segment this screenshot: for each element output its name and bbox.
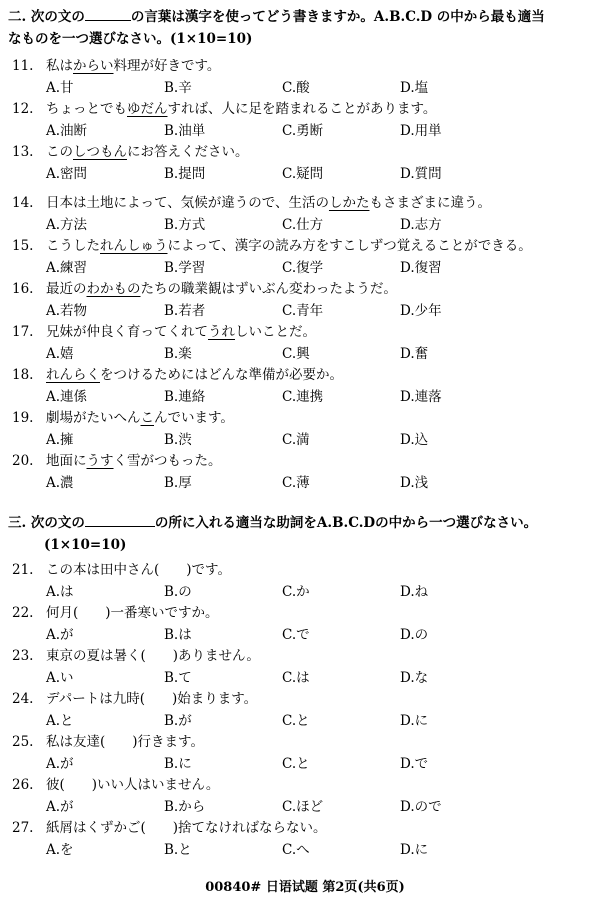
question-stem	[12, 603, 219, 623]
underlined-word: うす	[86, 453, 114, 469]
answer-blank	[85, 6, 131, 21]
question-item	[12, 279, 592, 321]
answer-options	[46, 301, 586, 321]
stem-text: 彼( )いい人はいません。	[46, 777, 220, 793]
stem-text-after: をつけるためにはどんな準備が必要か。	[100, 367, 343, 383]
question-number: 24.	[12, 691, 34, 707]
option-d: D.復習	[400, 260, 442, 276]
answer-options	[46, 473, 586, 493]
answer-options	[46, 344, 586, 364]
question-item	[12, 689, 592, 731]
question-item	[12, 99, 592, 141]
option-d: D.連落	[400, 389, 442, 405]
question-item	[12, 56, 592, 98]
option-a: A.い	[46, 670, 74, 686]
stem-text-before: この	[46, 144, 73, 160]
option-b: B.厚	[164, 475, 192, 491]
question-stem	[12, 451, 222, 471]
option-c: C.酸	[282, 80, 310, 96]
option-a: A.は	[46, 584, 74, 600]
answer-options	[46, 840, 586, 860]
stem-text-before: 劇場がたいへん	[46, 410, 141, 426]
stem-text-before: 最近の	[46, 281, 87, 297]
question-stem	[12, 646, 260, 666]
option-b: B.が	[164, 713, 192, 729]
stem-text-after: たちの職業観はずいぶん変わったようだ。	[140, 281, 397, 297]
option-b: B.は	[164, 627, 192, 643]
option-a: A.方法	[46, 217, 88, 233]
question-stem	[12, 236, 532, 256]
stem-text: 私は友達( )行きます。	[46, 734, 204, 750]
question-stem	[12, 408, 234, 428]
stem-text-after: にお答えください。	[127, 144, 249, 160]
stem-text-after: んでいます。	[154, 410, 234, 426]
option-b: B.て	[164, 670, 192, 686]
stem-text-before: 地面に	[46, 453, 87, 469]
stem-text-before: 私は	[46, 58, 73, 74]
option-d: D.な	[400, 670, 429, 686]
option-d: D.奮	[400, 346, 429, 362]
question-stem	[12, 193, 491, 213]
question-number: 12.	[12, 101, 34, 117]
stem-text-before: 兄妹が仲良く育ってくれて	[46, 324, 208, 340]
underlined-word: しつもん	[73, 144, 127, 160]
option-a: A.油断	[46, 123, 88, 139]
option-d: D.ね	[400, 584, 429, 600]
option-d: D.浅	[400, 475, 429, 491]
section-2-heading-text: の言葉は漢字を使ってどう書きますか。A.B.C.D の中から最も適当	[130, 9, 545, 25]
option-b: B.の	[164, 584, 192, 600]
answer-blank	[85, 512, 155, 527]
answer-options	[46, 121, 586, 141]
option-c: C.は	[282, 670, 310, 686]
option-b: B.連絡	[164, 389, 206, 405]
option-c: C.青年	[282, 303, 324, 319]
section-3-heading-line2: (1×10=10)	[44, 537, 127, 553]
option-a: A.若物	[46, 303, 88, 319]
question-number: 19.	[12, 410, 34, 426]
option-a: A.が	[46, 799, 74, 815]
answer-options	[46, 78, 586, 98]
question-stem	[12, 365, 343, 385]
stem-text: 東京の夏は暑く( )ありません。	[46, 648, 260, 664]
option-a: A.練習	[46, 260, 88, 276]
answer-options	[46, 430, 586, 450]
option-d: D.ので	[400, 799, 442, 815]
question-item	[12, 408, 592, 450]
question-number: 21.	[12, 562, 34, 578]
question-stem	[12, 56, 220, 76]
option-c: C.連携	[282, 389, 324, 405]
option-d: D.少年	[400, 303, 442, 319]
option-d: D.用単	[400, 123, 442, 139]
page-footer: 00840# 日语试题 第2页(共6页)	[205, 880, 405, 895]
stem-text-after: すれば、人に足を踏まれることがあります。	[167, 101, 437, 117]
option-b: B.辛	[164, 80, 192, 96]
underlined-word: こ	[140, 410, 154, 426]
section-3-heading-text: の所に入れる適当な助詞をA.B.C.Dの中から一つ選びなさい。	[154, 515, 538, 531]
answer-options	[46, 797, 586, 817]
question-item	[12, 818, 592, 860]
stem-text: デパートは九時( )始まります。	[46, 691, 258, 707]
question-stem	[12, 142, 249, 162]
option-b: B.に	[164, 756, 192, 772]
answer-options	[46, 754, 586, 774]
section-2-heading-prefix: 二. 次の文の	[8, 9, 85, 25]
stem-text-after: 料理が好きです。	[113, 58, 221, 74]
question-item	[12, 646, 592, 688]
question-number: 22.	[12, 605, 34, 621]
section-2-heading-line2: なものを一つ選びなさい。(1×10=10)	[8, 31, 253, 47]
option-d: D.塩	[400, 80, 429, 96]
question-item	[12, 732, 592, 774]
question-number: 25.	[12, 734, 34, 750]
option-b: B.提問	[164, 166, 206, 182]
question-number: 20.	[12, 453, 34, 469]
option-d: D.志方	[400, 217, 442, 233]
question-number: 27.	[12, 820, 34, 836]
underlined-word: わかもの	[86, 281, 141, 297]
option-a: A.を	[46, 842, 74, 858]
question-item	[12, 193, 592, 235]
option-c: C.と	[282, 713, 310, 729]
question-number: 16.	[12, 281, 34, 297]
option-a: A.密問	[46, 166, 88, 182]
option-b: B.楽	[164, 346, 192, 362]
option-c: C.復学	[282, 260, 324, 276]
underlined-word: れんしゅう	[100, 238, 168, 254]
question-item	[12, 451, 592, 493]
answer-options	[46, 668, 586, 688]
question-number: 18.	[12, 367, 34, 383]
underlined-word: しかた	[328, 195, 370, 211]
option-c: C.へ	[282, 842, 310, 858]
section-2-heading	[8, 6, 598, 50]
stem-text: 紙屑はくずかご( )捨てなければならない。	[46, 820, 327, 836]
answer-options	[46, 164, 586, 184]
stem-text-before: こうした	[46, 238, 100, 254]
question-number: 23.	[12, 648, 34, 664]
stem-text-after: によって、漢字の読み方をすこしずつ覚えることができる。	[167, 238, 532, 254]
answer-options	[46, 625, 586, 645]
question-item	[12, 142, 592, 184]
option-c: C.勇断	[282, 123, 324, 139]
option-d: D.の	[400, 627, 429, 643]
question-stem	[12, 99, 436, 119]
option-c: C.と	[282, 756, 310, 772]
option-b: B.学習	[164, 260, 206, 276]
underlined-word: からい	[73, 58, 114, 74]
option-b: B.渋	[164, 432, 192, 448]
question-item	[12, 775, 592, 817]
stem-text-after: もさまざまに違う。	[369, 195, 491, 211]
option-a: A.と	[46, 713, 74, 729]
stem-text-before: 日本は土地によって、気候が違うので、生活の	[46, 195, 329, 211]
option-c: C.興	[282, 346, 310, 362]
option-a: A.擁	[46, 432, 74, 448]
answer-options	[46, 215, 586, 235]
option-c: C.疑問	[282, 166, 324, 182]
underlined-word: れんらく	[46, 367, 100, 383]
option-a: A.嬉	[46, 346, 74, 362]
option-c: C.仕方	[282, 217, 324, 233]
option-d: D.質問	[400, 166, 442, 182]
option-a: A.濃	[46, 475, 74, 491]
option-c: C.ほど	[282, 799, 324, 815]
question-stem	[12, 560, 231, 580]
question-stem	[12, 689, 257, 709]
underlined-word: うれ	[208, 324, 235, 340]
option-a: A.連係	[46, 389, 88, 405]
question-stem	[12, 775, 219, 795]
option-a: A.が	[46, 627, 74, 643]
option-c: C.で	[282, 627, 310, 643]
option-d: D.込	[400, 432, 429, 448]
question-stem	[12, 818, 327, 838]
stem-text-after: しいことだ。	[235, 324, 316, 340]
question-item	[12, 603, 592, 645]
option-d: D.に	[400, 713, 429, 729]
option-c: C.薄	[282, 475, 310, 491]
stem-text-after: く雪がつもった。	[113, 453, 222, 469]
question-item	[12, 365, 592, 407]
option-c: C.か	[282, 584, 310, 600]
answer-options	[46, 258, 586, 278]
question-stem	[12, 732, 204, 752]
question-stem	[12, 322, 316, 342]
stem-text: 何月( )一番寒いですか。	[46, 605, 219, 621]
question-number: 14.	[12, 195, 34, 211]
option-a: A.が	[46, 756, 74, 772]
option-d: D.に	[400, 842, 429, 858]
option-b: B.油単	[164, 123, 206, 139]
stem-text-before: ちょっとでも	[46, 101, 127, 117]
option-b: B.若者	[164, 303, 206, 319]
question-number: 15.	[12, 238, 34, 254]
answer-options	[46, 387, 586, 407]
question-number: 17.	[12, 324, 34, 340]
answer-options	[46, 711, 586, 731]
question-number: 13.	[12, 144, 34, 160]
option-b: B.から	[164, 799, 206, 815]
question-item	[12, 236, 592, 278]
section-3-heading-prefix: 三. 次の文の	[8, 515, 85, 531]
question-stem	[12, 279, 397, 299]
question-item	[12, 322, 592, 364]
answer-options	[46, 582, 586, 602]
underlined-word: ゆだん	[127, 101, 168, 117]
question-number: 11.	[12, 58, 34, 74]
option-b: B.と	[164, 842, 192, 858]
option-b: B.方式	[164, 217, 206, 233]
option-d: D.で	[400, 756, 429, 772]
question-item	[12, 560, 592, 602]
question-number: 26.	[12, 777, 34, 793]
section-3-heading	[8, 512, 598, 556]
stem-text: この本は田中さん( )です。	[46, 562, 231, 578]
option-c: C.満	[282, 432, 310, 448]
option-a: A.甘	[46, 80, 74, 96]
